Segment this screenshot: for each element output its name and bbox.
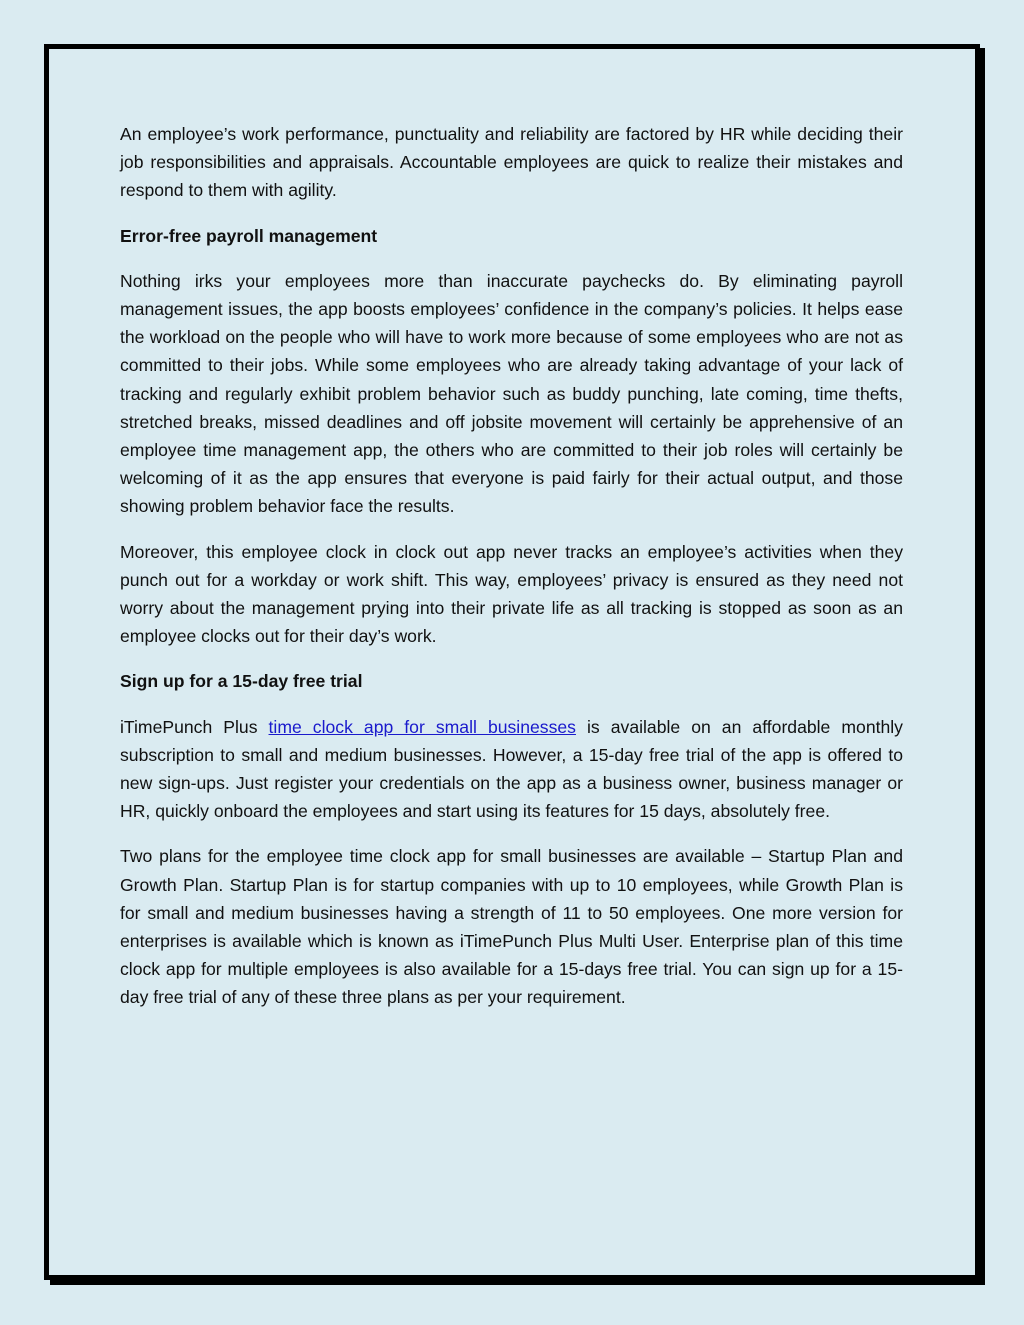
paragraph-trial-text-end: is available on an affordable monthly subscription to small and medium businesses. However, a 15-day free trial of the app is offered to new sign-ups. Just register your credentials on the app as a business owner, business manager or HR, quickly onboard the employees and start using its features for 15 days, absolutely free.: [120, 716, 903, 822]
document-body: [120, 120, 903, 1029]
document-page: [44, 44, 980, 1280]
heading-error-free-payroll: Error-free payroll management: [120, 225, 378, 246]
paragraph-trial: [120, 713, 903, 826]
paragraph-payroll: Nothing irks your employees more than inaccurate paychecks do. By eliminating payroll management issues, the app boosts employees’ confidence in the company’s policies. It helps ease the workload on the people who will have to work more because of some employees who are not as committed to their jobs. While some employees who are already taking advantage of your lack of tracking and regularly exhibit problem behavior such as buddy punching, late coming, time thefts, stretched breaks, missed deadlines and off jobsite movement will certainly be apprehensive of an employee time management app, the others who are committed to their job roles will certainly be welcoming of it as the app ensures that everyone is paid fairly for their actual output, and those showing problem behavior face the results.: [120, 270, 903, 517]
paragraph-intro: An employee’s work performance, punctuality and reliability are factored by HR while deciding their job responsibilities and appraisals. Accountable employees are quick to realize their mistakes and respond to them with agility.: [120, 124, 903, 201]
paragraph-trial-text-start: iTimePunch Plus: [120, 716, 269, 737]
paragraph-plans: Two plans for the employee time clock app for small businesses are available – Startup Plan and Growth Plan. Startup Plan is for startup companies with up to 10 employees, while Growth Plan is for small and medium businesses having a strength of 11 to 50 employees. One more version for enterprises is available which is known as iTimePunch Plus Multi User. Enterprise plan of this time clock app for multiple employees is also available for a 15-days free trial. You can sign up for a 15-day free trial of any of these three plans as per your requirement.: [120, 846, 903, 1008]
heading-free-trial: Sign up for a 15-day free trial: [120, 671, 363, 692]
paragraph-privacy: Moreover, this employee clock in clock out app never tracks an employee’s activities when they punch out for a workday or work shift. This way, employees’ privacy is ensured as they need not worry about the management prying into their private life as all tracking is stopped as soon as an employee clocks out for their day’s work.: [120, 541, 903, 647]
time-clock-app-link[interactable]: time clock app for small businesses: [268, 716, 576, 737]
